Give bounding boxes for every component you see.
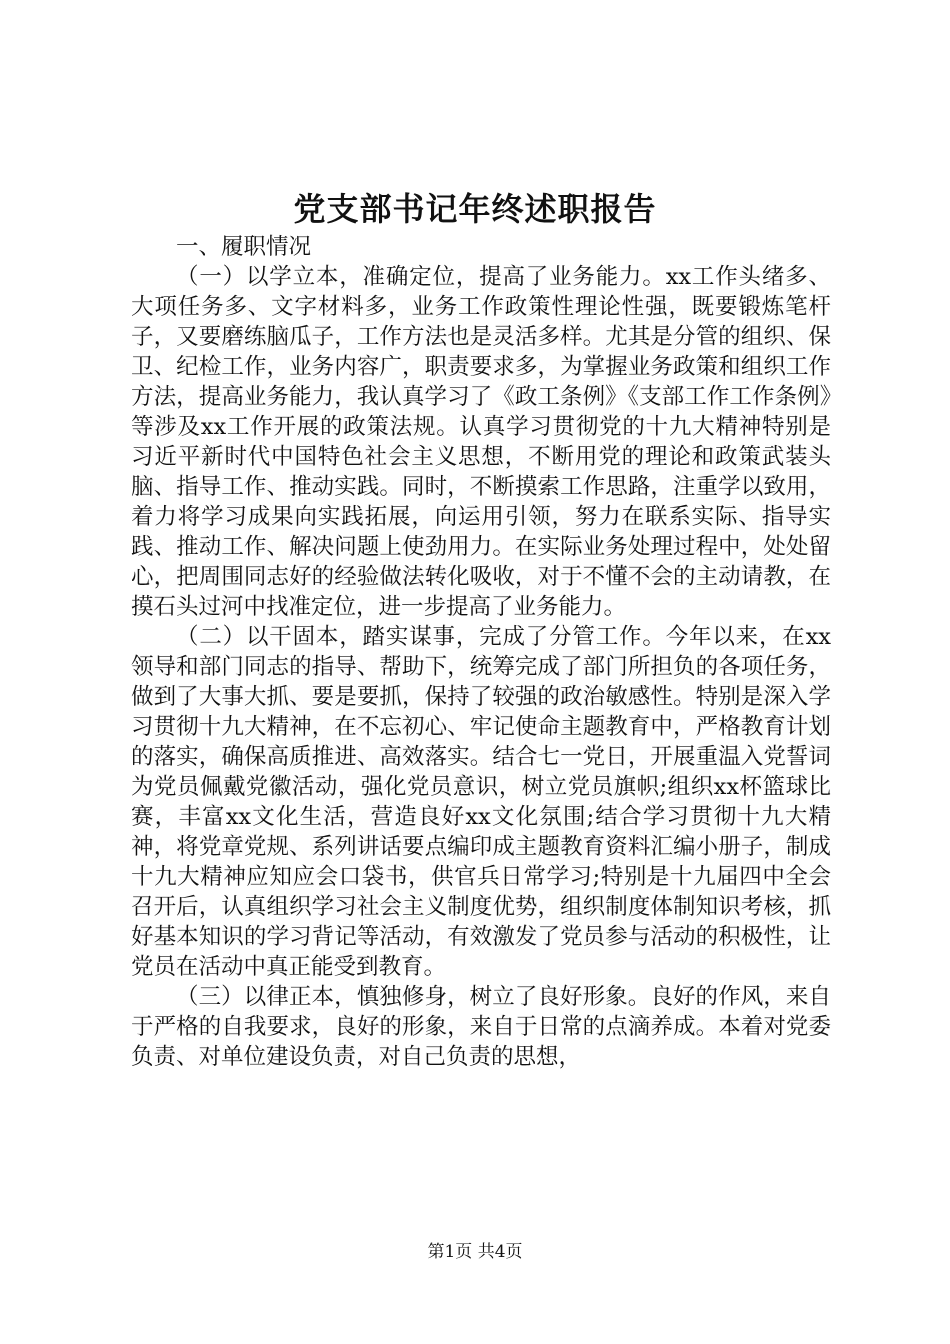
paragraph-3: （三）以律正本，慎独修身，树立了良好形象。良好的作风，来自于严格的自我要求，良好的形象，来自于日常的点滴养成。本着对党委负责、对单位建设负责，对自己负责的思想， [131, 984, 831, 1070]
paragraph-1: （一）以学立本，准确定位，提高了业务能力。xx工作头绪多、大项任务多、文字材料多，业务工作政策性理论性强，既要锻炼笔杆子，又要磨练脑瓜子，工作方法也是灵活多样。尤其是分管的组织、保卫、纪检工作，业务内容广，职责要求多，为掌握业务政策和组织工作方法，提高业务能力，我认真学习了《政工条例》《支部工作工作条例》等涉及xx工作开展的政策法规。认真学习贯彻党的十九大精神特别是习近平新时代中国特色社会主义思想，不断用党的理论和政策武装头脑、指导工作、推动实践。同时，不断摸索工作思路，注重学以致用，着力将学习成果向实践拓展，向运用引领，努力在联系实际、指导实践、推动工作、解决问题上使劲用力。在实际业务处理过程中，处处留心，把周围同志好的经验做法转化吸收，对于不懂不会的主动请教，在摸石头过河中找准定位，进一步提高了业务能力。 [131, 264, 831, 620]
document-title: 党支部书记年终述职报告 [293, 190, 657, 228]
page-footer: 第1页 共4页 [427, 1242, 523, 1262]
paragraph-2: （二）以干固本，踏实谋事，完成了分管工作。今年以来，在xx领导和部门同志的指导、帮助下，统筹完成了部门所担负的各项任务，做到了大事大抓、要是要抓，保持了较强的政治敏感性。特别是深入学习贯彻十九大精神，在不忘初心、牢记使命主题教育中，严格教育计划的落实，确保高质推进、高效落实。结合七一党日，开展重温入党誓词为党员佩戴党徽活动，强化党员意识，树立党员旗帜;组织xx杯篮球比赛，丰富xx文化生活，营造良好xx文化氛围;结合学习贯彻十九大精神，将党章党规、系列讲话要点编印成主题教育资料汇编小册子，制成十九大精神应知应会口袋书，供官兵日常学习;特别是十九届四中全会召开后，认真组织学习社会主义制度优势，组织制度体制知识考核，抓好基本知识的学习背记等活动，有效激发了党员参与活动的积极性，让党员在活动中真正能受到教育。 [131, 624, 831, 980]
document-body [131, 232, 831, 1072]
section-heading: 一、履职情况 [176, 234, 312, 260]
